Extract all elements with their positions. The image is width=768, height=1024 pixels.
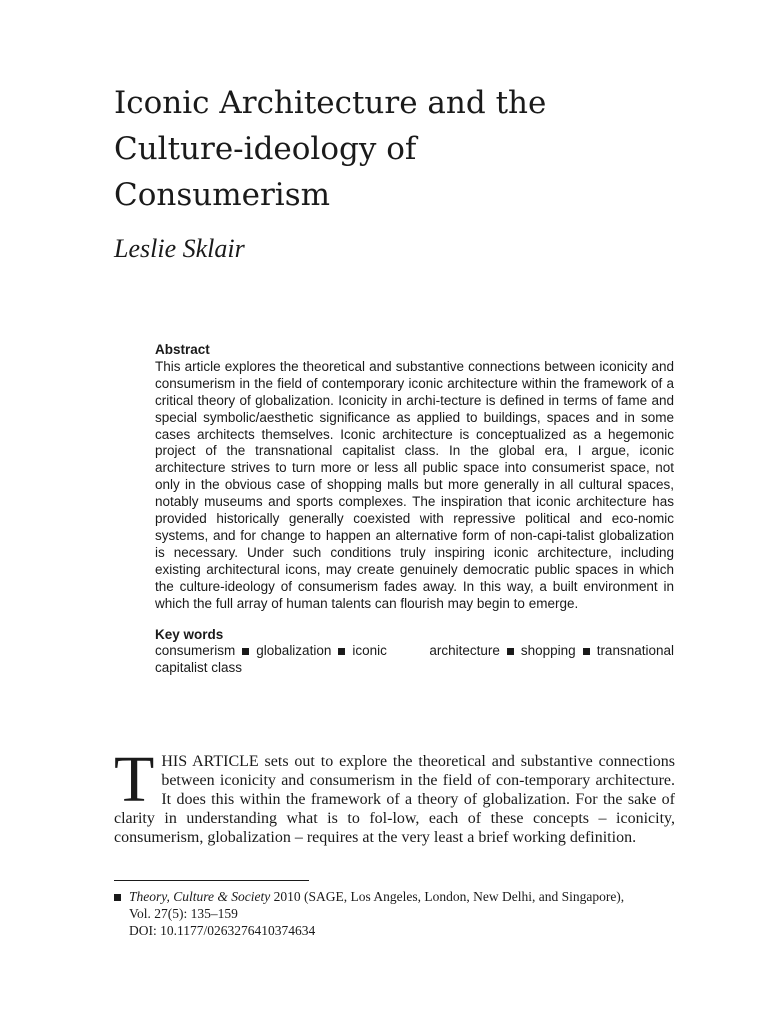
square-bullet-icon [507, 648, 514, 655]
footnote-divider [114, 880, 309, 881]
drop-cap: T [114, 743, 155, 816]
journal-name: Theory, Culture & Society [129, 889, 271, 904]
square-bullet-icon [338, 648, 345, 655]
publication-details: 2010 (SAGE, Los Angeles, London, New Delhi, and Singapore), [270, 889, 625, 904]
title-line: Consumerism [114, 177, 331, 213]
abstract-text: This article explores the theoretical and substantive connections between iconicity and consumerism in the field of contemporary iconic architecture within the framework of a critical theory of globalization. Iconicity in archi-tecture is defined in terms of fame and special symbolic/aesthetic significance as applied to buildings, spaces and in some cases architects themselves. Iconic architecture is conceptualized as a hegemonic project of the transnational capitalist class. In the global era, I argue, iconic architecture strives to turn more or less all public space into consumerist space, not only in the obvious case of shopping malls but more generally in all cultural spaces, notably museums and sports complexes. The inspiration that iconic architecture has provided historically generally coexisted with repressive political and eco-nomic systems, and for change to happen an alternative form of non-capi-talist globalization is necessary. Under such conditions truly inspiring iconic architecture, including existing architectural icons, may create genuinely democratic public spaces in which the culture-ideology of consumerism fades away. In this way, a built environment in which the full array of human talents can flourish may begin to emerge. [155, 358, 674, 611]
doi: DOI: 10.1177/0263276410374634 [129, 923, 316, 938]
keyword: transnational capitalist class [155, 643, 674, 676]
abstract-section [155, 342, 674, 677]
keyword: globalization [256, 643, 332, 659]
keyword: consumerism [155, 643, 236, 659]
title-line: Iconic Architecture and the [114, 85, 547, 121]
title-line: Culture-ideology of [114, 131, 417, 167]
abstract-heading: Abstract [155, 342, 210, 357]
square-bullet-icon [583, 648, 590, 655]
body-paragraph [114, 743, 675, 847]
square-bullet-icon [242, 648, 249, 655]
citation-footnote [114, 888, 676, 939]
keywords-list [155, 643, 674, 677]
body-text: sets out to explore the theoretical and substantive connections between iconicity and consumerism in the field of con-temporary architecture. It does this within the framework of a theory of globalization. For the sake of clarity in understanding what is to fol-low, each of these concepts – iconicity, consumerism, globalization – requires at the very least a brief working definition. [114, 753, 675, 846]
volume-info: Vol. 27(5): 135–159 [129, 906, 238, 921]
square-bullet-icon [114, 894, 121, 901]
keywords-heading: Key words [155, 626, 224, 642]
body-lead-in: HIS ARTICLE [161, 753, 259, 770]
article-title [114, 80, 714, 218]
keywords-section [155, 627, 674, 678]
keyword: shopping [520, 643, 576, 659]
keyword: iconic architecture [352, 643, 500, 659]
author-name: Leslie Sklair [114, 234, 245, 263]
footnote-line [114, 888, 676, 905]
